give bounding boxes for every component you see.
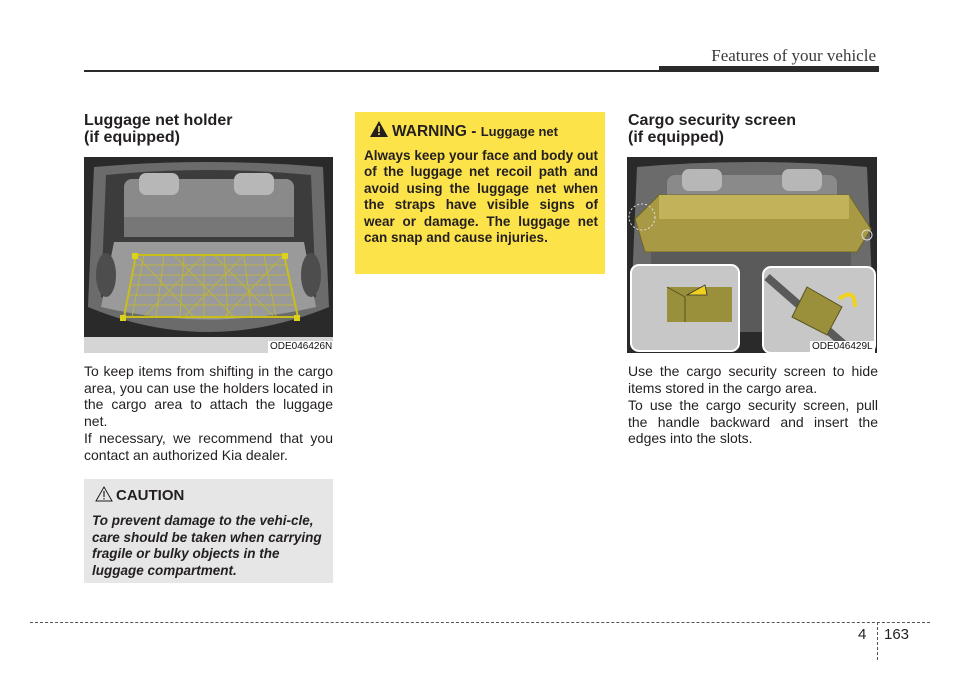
chapter-number: 4 — [858, 626, 867, 643]
heading-line: Cargo security screen — [628, 112, 797, 129]
heading-line: (if equipped) — [628, 129, 724, 146]
heading-line: (if equipped) — [84, 129, 180, 146]
section-heading-luggage-net — [84, 112, 232, 146]
image-code: ODE046429L — [812, 341, 873, 352]
luggage-net-illustration — [84, 157, 333, 353]
caution-triangle-icon — [95, 486, 113, 502]
header-rule-accent — [659, 66, 879, 72]
luggage-net-paragraph: To keep items from shifting in the cargo area, you can use the holders located in the cargo area to attach the luggage net. — [84, 363, 333, 429]
caution-title: CAUTION — [116, 487, 185, 504]
page-number-separator — [877, 622, 878, 660]
warning-text: Always keep your face and body out of the luggage net recoil path and avoid using the luggage net when the straps have visible signs of wear or damage. The luggage net can snap and cause injuries. — [364, 148, 598, 246]
cargo-screen-illustration — [627, 157, 877, 353]
warning-title-main: WARNING - — [392, 123, 481, 140]
cargo-screen-instructions-paragraph: To use the cargo security screen, pull the handle backward and insert the edges into the slots. — [628, 397, 878, 446]
cargo-screen-photo — [627, 157, 877, 353]
page-header-title: Features of your vehicle — [711, 46, 876, 65]
warning-title — [392, 123, 558, 141]
luggage-net-dealer-paragraph: If necessary, we recommend that you contact an authorized Kia dealer. — [84, 430, 333, 463]
warning-subtitle: Luggage net — [480, 124, 558, 139]
image-code: ODE046426N — [270, 341, 333, 352]
section-heading-cargo-screen — [628, 112, 796, 146]
footer-rule — [30, 622, 930, 623]
heading-line: Luggage net holder — [84, 112, 233, 129]
warning-triangle-icon — [369, 120, 389, 138]
cargo-screen-paragraph: Use the cargo security screen to hide items stored in the cargo area. — [628, 363, 878, 396]
page-number: 163 — [884, 626, 910, 643]
luggage-net-photo — [84, 157, 333, 353]
caution-text: To prevent damage to the vehi-cle, care should be taken when carrying fragile or bulky objects in the luggage compartment. — [92, 513, 322, 578]
